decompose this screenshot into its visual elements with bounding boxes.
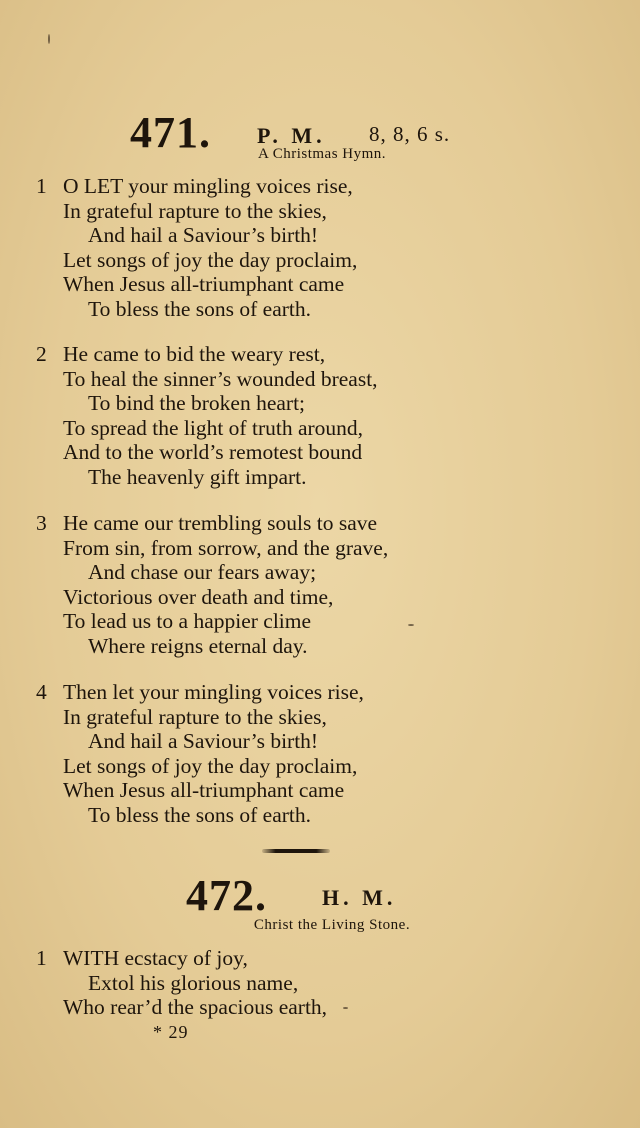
verse-line: Let songs of joy the day proclaim, <box>63 247 358 272</box>
verse-line: Victorious over death and time, <box>63 584 334 609</box>
verse-line: To bind the broken heart; <box>88 391 306 416</box>
verse-text: WITH ecstacy of joy, <box>63 946 248 970</box>
section-divider <box>262 849 330 853</box>
stanza <box>36 511 636 659</box>
paper-speck <box>48 34 50 44</box>
verse-text: O LET your mingling voices rise, <box>63 174 353 198</box>
verse-line <box>36 946 636 971</box>
verse-line: Extol his glorious name, <box>88 970 299 995</box>
paper-speck <box>343 1007 348 1009</box>
verse-line: Where reigns eternal day. <box>88 633 308 658</box>
verse-line: Who rear’d the spacious earth, <box>63 995 328 1020</box>
verse-line <box>36 511 636 536</box>
hymn-meter-detail: 8, 8, 6 s. <box>369 122 451 146</box>
stanza-number: 1 <box>36 174 47 198</box>
stanza <box>36 342 636 490</box>
hymn-number: 471. <box>130 108 211 157</box>
stanza <box>36 946 636 1020</box>
verse-text: He came our trembling souls to save <box>63 511 378 535</box>
hymn-472-header <box>0 870 640 920</box>
stanza <box>36 174 636 322</box>
verse-line: The heavenly gift impart. <box>88 464 307 489</box>
verse-line: And chase our fears away; <box>88 560 317 585</box>
hymn-title: Christ the Living Stone. <box>253 917 411 933</box>
verse-line: In grateful rapture to the skies, <box>63 704 327 729</box>
verse-line: From sin, from sorrow, and the grave, <box>63 535 389 560</box>
verse-line <box>36 680 636 705</box>
page-signature: * 29 <box>153 1022 189 1042</box>
hymn-number: 472. <box>186 871 267 920</box>
verse-line: To bless the sons of earth. <box>88 802 312 827</box>
stanza-number: 1 <box>36 946 47 970</box>
verse-line: And hail a Saviour’s birth! <box>88 729 319 754</box>
stanza-number: 3 <box>36 511 47 535</box>
verse-line: When Jesus all-triumphant came <box>63 778 345 803</box>
verse-line: To heal the sinner’s wounded breast, <box>63 366 378 391</box>
verse-line: To spread the light of truth around, <box>63 415 364 440</box>
verse-line: In grateful rapture to the skies, <box>63 198 327 223</box>
stanza-number: 2 <box>36 342 47 366</box>
verse-text: Then let your mingling voices rise, <box>63 680 364 704</box>
verse-line: To bless the sons of earth. <box>88 296 312 321</box>
verse-line: Let songs of joy the day proclaim, <box>63 753 358 778</box>
hymn-meter: H. M. <box>322 885 397 910</box>
stanza-number: 4 <box>36 680 47 704</box>
verse-line: To lead us to a happier clime <box>63 609 312 634</box>
verse-line: And to the world’s remotest bound <box>63 440 363 465</box>
stanza <box>36 680 636 828</box>
verse-line: And hail a Saviour’s birth! <box>88 223 319 248</box>
verse-text: He came to bid the weary rest, <box>63 342 326 366</box>
verse-line <box>36 174 636 199</box>
hymn-meter: P. M. <box>257 123 326 148</box>
paper-speck <box>408 624 414 626</box>
verse-line <box>36 342 636 367</box>
hymn-title: A Christmas Hymn. <box>257 146 387 162</box>
verse-line: When Jesus all-triumphant came <box>63 272 345 297</box>
